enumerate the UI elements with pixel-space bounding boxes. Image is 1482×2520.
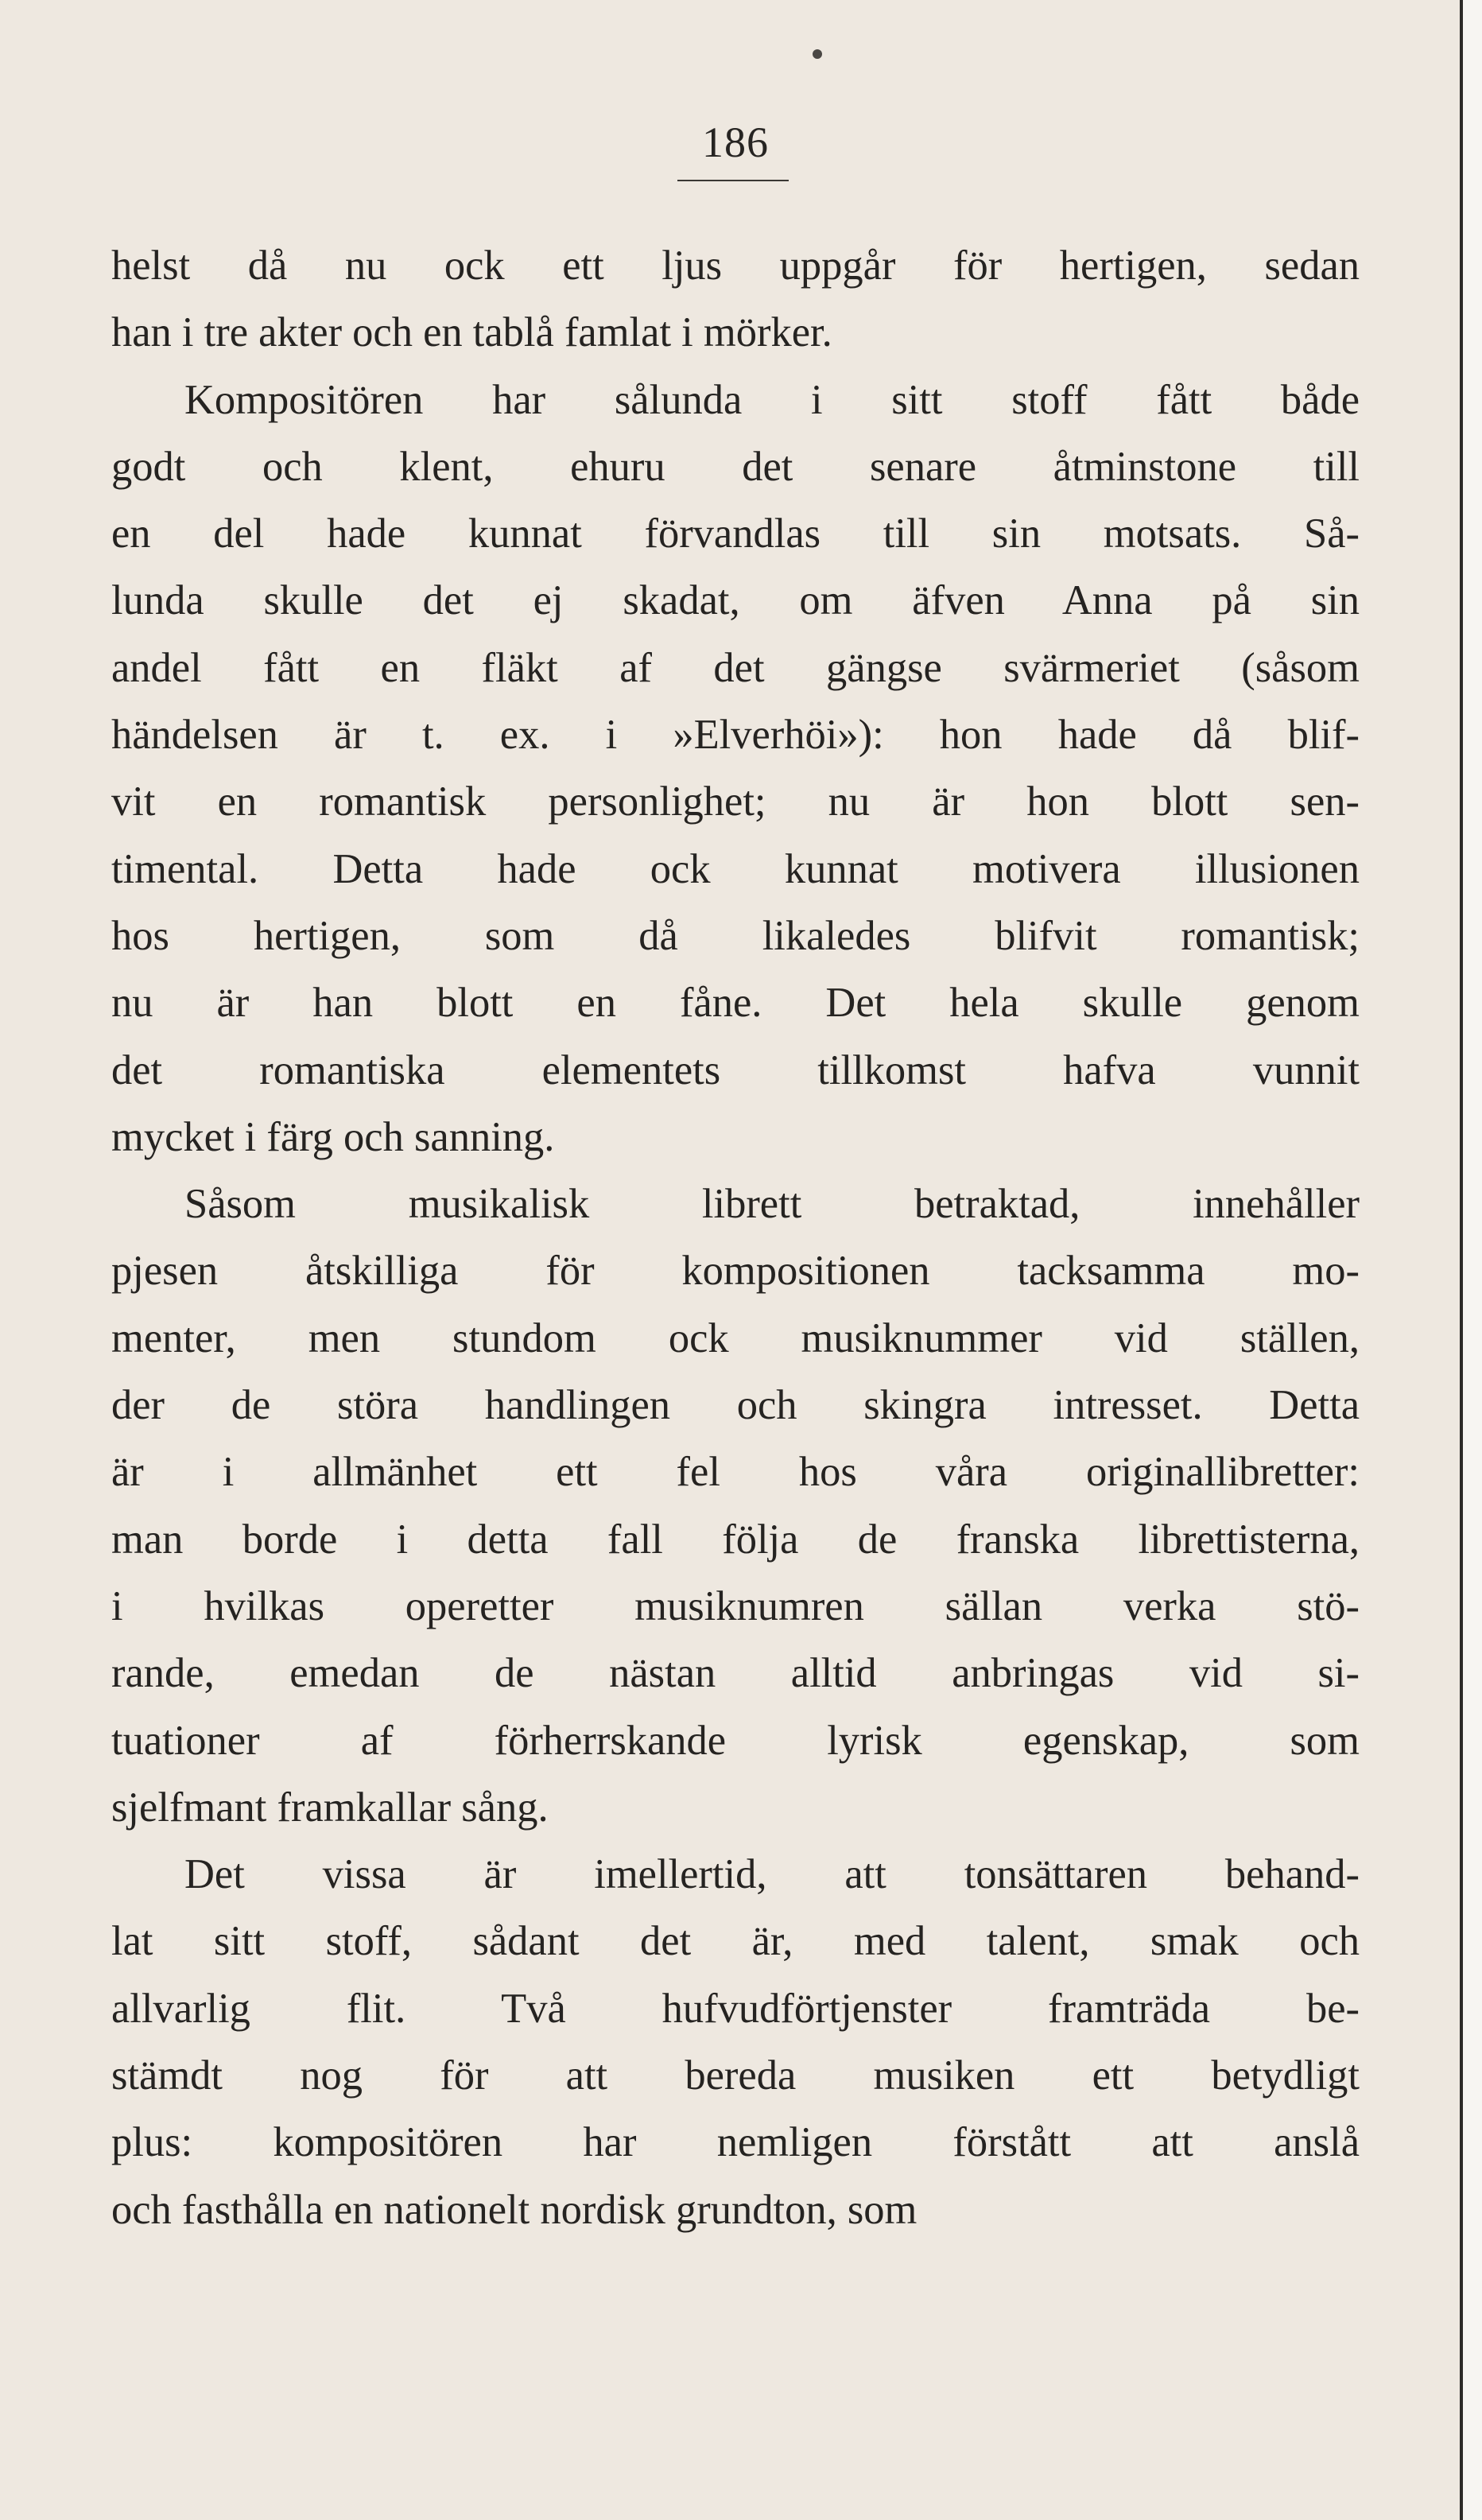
text-line: rande, emedan de nästan alltid anbringas vid si- — [111, 1650, 1360, 1697]
text-line: sjelfmant framkallar sång. — [111, 1784, 549, 1831]
text-line: menter, men stundom ock musiknummer vid ställen, — [111, 1314, 1360, 1361]
body-text — [111, 232, 1360, 2243]
text-line: i hvilkas operetter musiknumren sällan verka stö- — [111, 1582, 1360, 1629]
text-line: lunda skulle det ej skadat, om äfven Anna på sin — [111, 577, 1360, 624]
text-line: tuationer af förherrskande lyrisk egenskap, som — [111, 1717, 1360, 1764]
text-line: Kompositören har sålunda i sitt stoff fått både — [184, 376, 1360, 423]
text-line: stämdt nog för att bereda musiken ett betydligt — [111, 2052, 1360, 2099]
ink-speck — [813, 49, 822, 59]
text-line: plus: kompositören har nemligen förstått att anslå — [111, 2119, 1360, 2166]
text-line: der de störa handlingen och skingra intresset. Detta — [111, 1382, 1360, 1429]
text-line: timental. Detta hade ock kunnat motivera illusionen — [111, 845, 1360, 892]
text-line: mycket i färg och sanning. — [111, 1113, 555, 1160]
page-number: 186 — [702, 118, 769, 166]
text-line: händelsen är t. ex. i »Elverhöi»): hon hade då blif- — [111, 712, 1360, 759]
text-line: vit en romantisk personlighet; nu är hon blott sen- — [111, 779, 1360, 825]
text-line: en del hade kunnat förvandlas till sin motsats. Så- — [111, 511, 1360, 557]
text-line: Såsom musikalisk librett betraktad, innehåller — [184, 1181, 1360, 1228]
text-line: godt och klent, ehuru det senare åtminstone till — [111, 443, 1360, 490]
text-line: pjesen åtskilliga för kompositionen tacksamma mo- — [111, 1248, 1360, 1295]
text-line: andel fått en fläkt af det gängse svärmeriet (såsom — [111, 644, 1360, 691]
text-line: det romantiska elementets tillkomst hafva vunnit — [111, 1046, 1360, 1093]
text-line: hos hertigen, som då likaledes blifvit romantisk; — [111, 912, 1360, 959]
text-line: nu är han blott en fåne. Det hela skulle genom — [111, 980, 1360, 1027]
text-line: helst då nu ock ett ljus uppgår för hertigen, sedan — [111, 243, 1360, 289]
text-line: allvarlig flit. Två hufvudförtjenster framträda be- — [111, 1985, 1360, 2032]
text-line: är i allmänhet ett fel hos våra originallibretter: — [111, 1449, 1360, 1496]
text-line: Det vissa är imellertid, att tonsättaren behand- — [184, 1851, 1360, 1898]
page-number-rule — [677, 180, 789, 181]
page-edge — [1460, 0, 1482, 2520]
text-line: och fasthålla en nationelt nordisk grundton, som — [111, 2186, 918, 2233]
text-line: man borde i detta fall följa de franska librettisterna, — [111, 1516, 1360, 1563]
text-line: lat sitt stoff, sådant det är, med talent, smak och — [111, 1918, 1360, 1965]
text-line: han i tre akter och en tablå famlat i mörker. — [111, 309, 832, 356]
